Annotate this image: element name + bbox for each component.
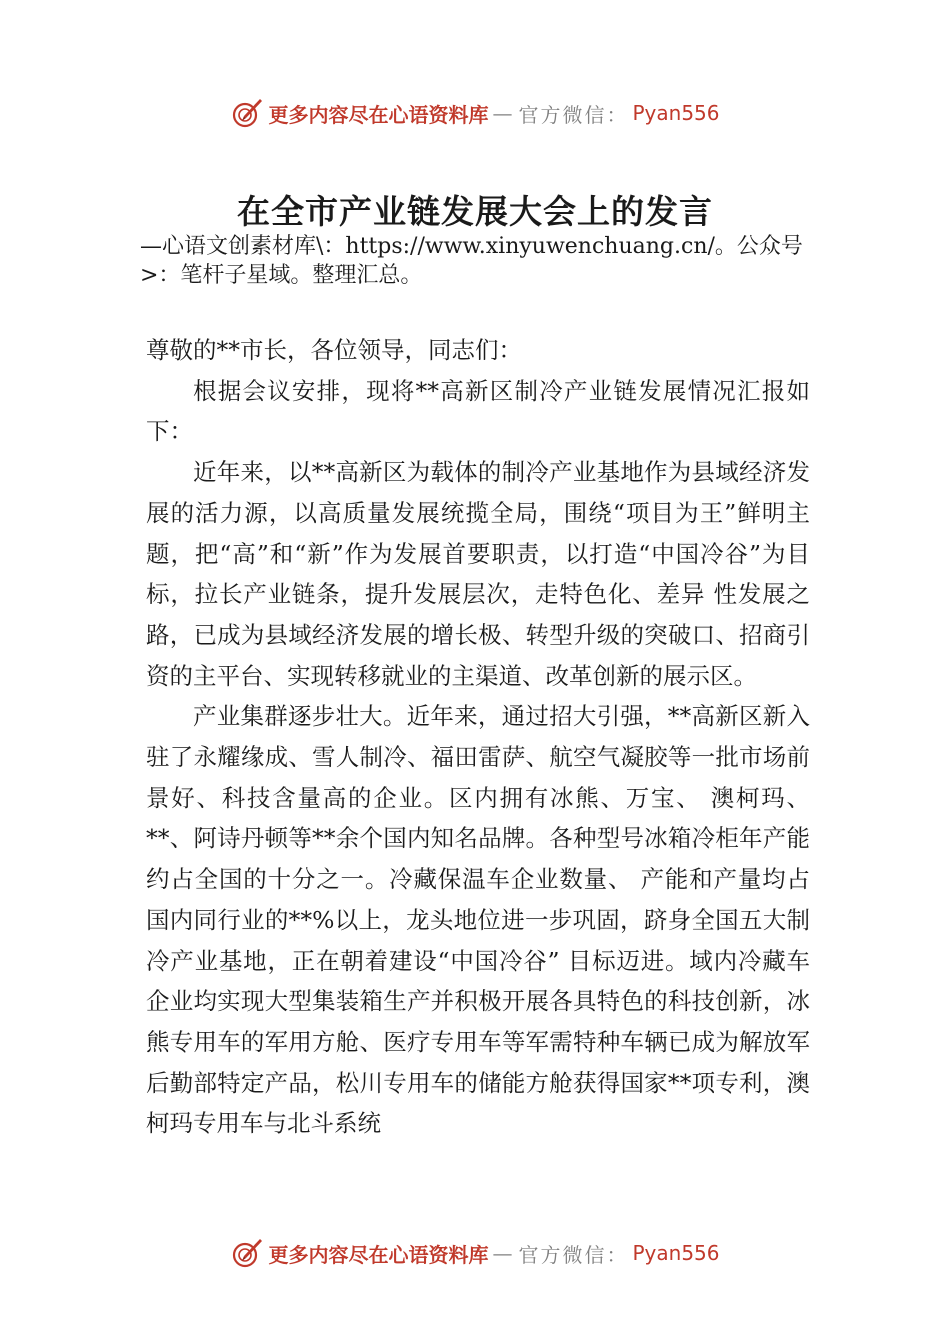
banner-wechat-id: Pyan556: [632, 1241, 720, 1265]
header-banner: [0, 93, 950, 133]
document-title: 在全市产业链发展大会上的发言: [237, 192, 713, 231]
pen-logo-icon: [230, 1236, 264, 1270]
paragraph: 根据会议安排，现将**高新区制冷产业链发展情况汇报如下：: [146, 376, 810, 446]
banner-separator: —: [492, 1241, 515, 1265]
banner-official-label: 官方微信：: [518, 102, 629, 127]
banner-official-label: 官方微信：: [518, 1242, 629, 1267]
paragraph: 近年来，以**高新区为载体的制冷产业基地作为县域经济发展的活力源，以高质量发展统揽全局，围绕“项目为王”鲜明主题，把“高”和“新”作为发展首要职责，以打造“中国冷谷”为目标，拉长产业链条，提升发展层次，走特色化、差异 性发展之路，已成为县域经济发展的增长极、转型升级的突破口、招商引资的主平台、实现转移就业的主渠道、改革创新的展示区。: [146, 458, 810, 690]
banner-wechat-id: Pyan556: [632, 101, 720, 125]
salutation: 尊敬的**市长，各位领导，同志们：: [146, 336, 522, 364]
footer-banner: [0, 1233, 950, 1273]
document-body: [146, 330, 810, 1144]
banner-prefix: 更多内容尽在心语资料库: [268, 1242, 489, 1267]
pen-logo-icon: [230, 96, 264, 130]
paragraph: 产业集群逐步壮大。近年来，通过招大引强，**高新区新入驻了永耀缘成、雪人制冷、福田雷萨、航空气凝胶等一批市场前景好、科技含量高的企业。区内拥有冰熊、万宝、 澳柯玛、**、阿诗丹顿等**余个国内知名品牌。各种型号冰箱冷柜年产能约占全国的十分之一。冷藏保温车企业数量、 产能和产量均占国内同行业的**%以上，龙头地位进一步巩固，跻身全国五大制冷产业基地，正在朝着建设“中国冷谷” 目标迈进。域内冷藏车企业均实现大型集装箱生产并积极开展各具特色的科技创新，冰熊专用车的军用方舱、医疗专用车等军需特种车辆已成为解放军后勤部特定产品，松川专用车的储能方舱获得国家**项专利，澳柯玛专用车与北斗系统: [146, 702, 810, 1138]
banner-prefix: 更多内容尽在心语资料库: [268, 102, 489, 127]
source-line: —心语文创素材库\：https://www.xinyuwenchuang.cn/。公众号>：笔杆子星域。整理汇总。: [140, 234, 803, 288]
banner-separator: —: [492, 101, 515, 125]
